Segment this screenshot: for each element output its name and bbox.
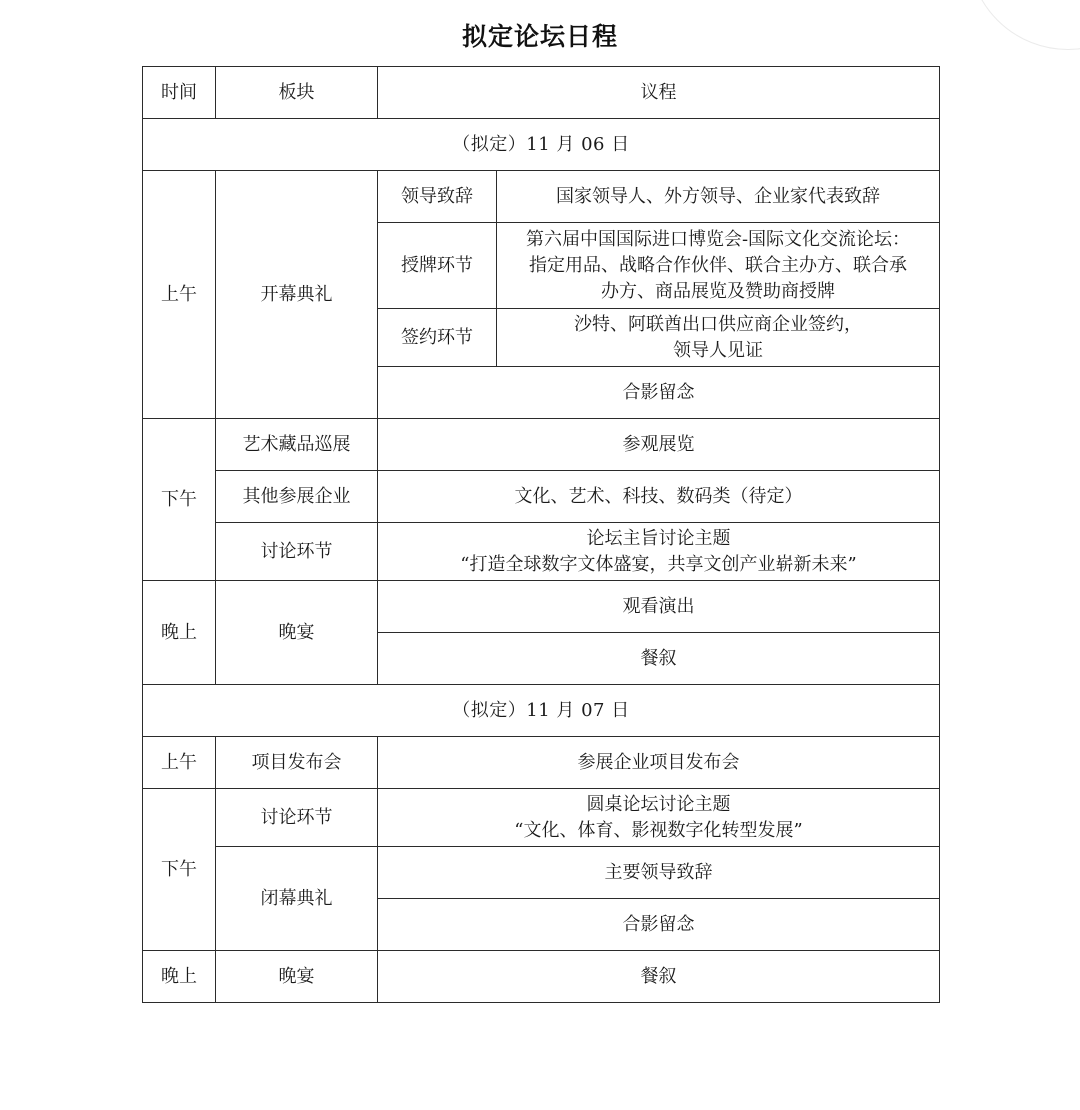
time-day1-morning: 上午 — [143, 171, 216, 419]
agenda-award-line-2: 指定用品、战略合作伙伴、联合主办方、联合承 — [529, 254, 907, 276]
date-row-day1 — [143, 119, 940, 171]
header-section: 板块 — [216, 67, 378, 119]
agenda-group-photo-day1: 合影留念 — [378, 367, 940, 419]
section-closing-ceremony: 闭幕典礼 — [216, 847, 378, 951]
agenda-award-line-1: 第六届中国国际进口博览会-国际文化交流论坛： — [525, 228, 911, 250]
sub-label-signing: 签约环节 — [378, 309, 497, 367]
section-discussion-day2: 讨论环节 — [216, 789, 378, 847]
time-day2-evening: 晚上 — [143, 951, 216, 1003]
agenda-discussion-day2-line-2: “文化、体育、影视数字化转型发展” — [514, 819, 803, 841]
time-day1-afternoon: 下午 — [143, 419, 216, 581]
table-row — [143, 523, 940, 581]
table-row — [143, 171, 940, 223]
time-day2-morning: 上午 — [143, 737, 216, 789]
agenda-performance: 观看演出 — [378, 581, 940, 633]
agenda-art-tour: 参观展览 — [378, 419, 940, 471]
table-row — [143, 737, 940, 789]
section-other-exhibitors: 其他参展企业 — [216, 471, 378, 523]
agenda-discussion-day1-line-1: 论坛主旨讨论主题 — [586, 527, 731, 549]
section-banquet-day1: 晚宴 — [216, 581, 378, 685]
section-discussion-day1: 讨论环节 — [216, 523, 378, 581]
agenda-signing-line-1: 沙特、阿联酋出口供应商企业签约， — [574, 313, 862, 335]
section-art-tour: 艺术藏品巡展 — [216, 419, 378, 471]
agenda-award — [497, 223, 940, 309]
date-day1: （拟定）11 月 06 日 — [143, 119, 940, 171]
table-row — [143, 419, 940, 471]
table-row — [143, 789, 940, 847]
agenda-signing-line-2: 领导人见证 — [673, 339, 763, 361]
agenda-signing — [497, 309, 940, 367]
time-day1-evening: 晚上 — [143, 581, 216, 685]
agenda-discussion-day1-line-2: “打造全球数字文体盛宴，共享文创产业崭新未来” — [460, 553, 857, 575]
date-row-day2 — [143, 685, 940, 737]
header-time: 时间 — [143, 67, 216, 119]
agenda-project-launch: 参展企业项目发布会 — [378, 737, 940, 789]
agenda-discussion-day2 — [378, 789, 940, 847]
date-day2: （拟定）11 月 07 日 — [143, 685, 940, 737]
table-row — [143, 951, 940, 1003]
agenda-dinner-day2: 餐叙 — [378, 951, 940, 1003]
time-day2-afternoon: 下午 — [143, 789, 216, 951]
schedule-table — [142, 66, 940, 1003]
agenda-discussion-day2-line-1: 圆桌论坛讨论主题 — [586, 793, 731, 815]
section-project-launch: 项目发布会 — [216, 737, 378, 789]
agenda-dinner-day1: 餐叙 — [378, 633, 940, 685]
agenda-discussion-day1 — [378, 523, 940, 581]
sub-label-leader-speech: 领导致辞 — [378, 171, 497, 223]
agenda-award-line-3: 办方、商品展览及赞助商授牌 — [601, 280, 835, 302]
page-title: 拟定论坛日程 — [461, 22, 618, 51]
table-header-row — [143, 67, 940, 119]
agenda-group-photo-day2: 合影留念 — [378, 899, 940, 951]
table-row — [143, 471, 940, 523]
header-agenda: 议程 — [378, 67, 940, 119]
agenda-closing-speech: 主要领导致辞 — [378, 847, 940, 899]
sub-label-award: 授牌环节 — [378, 223, 497, 309]
table-row — [143, 581, 940, 633]
agenda-other-exhibitors: 文化、艺术、科技、数码类（待定） — [378, 471, 940, 523]
table-row — [143, 847, 940, 899]
agenda-leader-speech: 国家领导人、外方领导、企业家代表致辞 — [497, 171, 940, 223]
section-opening-ceremony: 开幕典礼 — [216, 171, 378, 419]
section-banquet-day2: 晚宴 — [216, 951, 378, 1003]
